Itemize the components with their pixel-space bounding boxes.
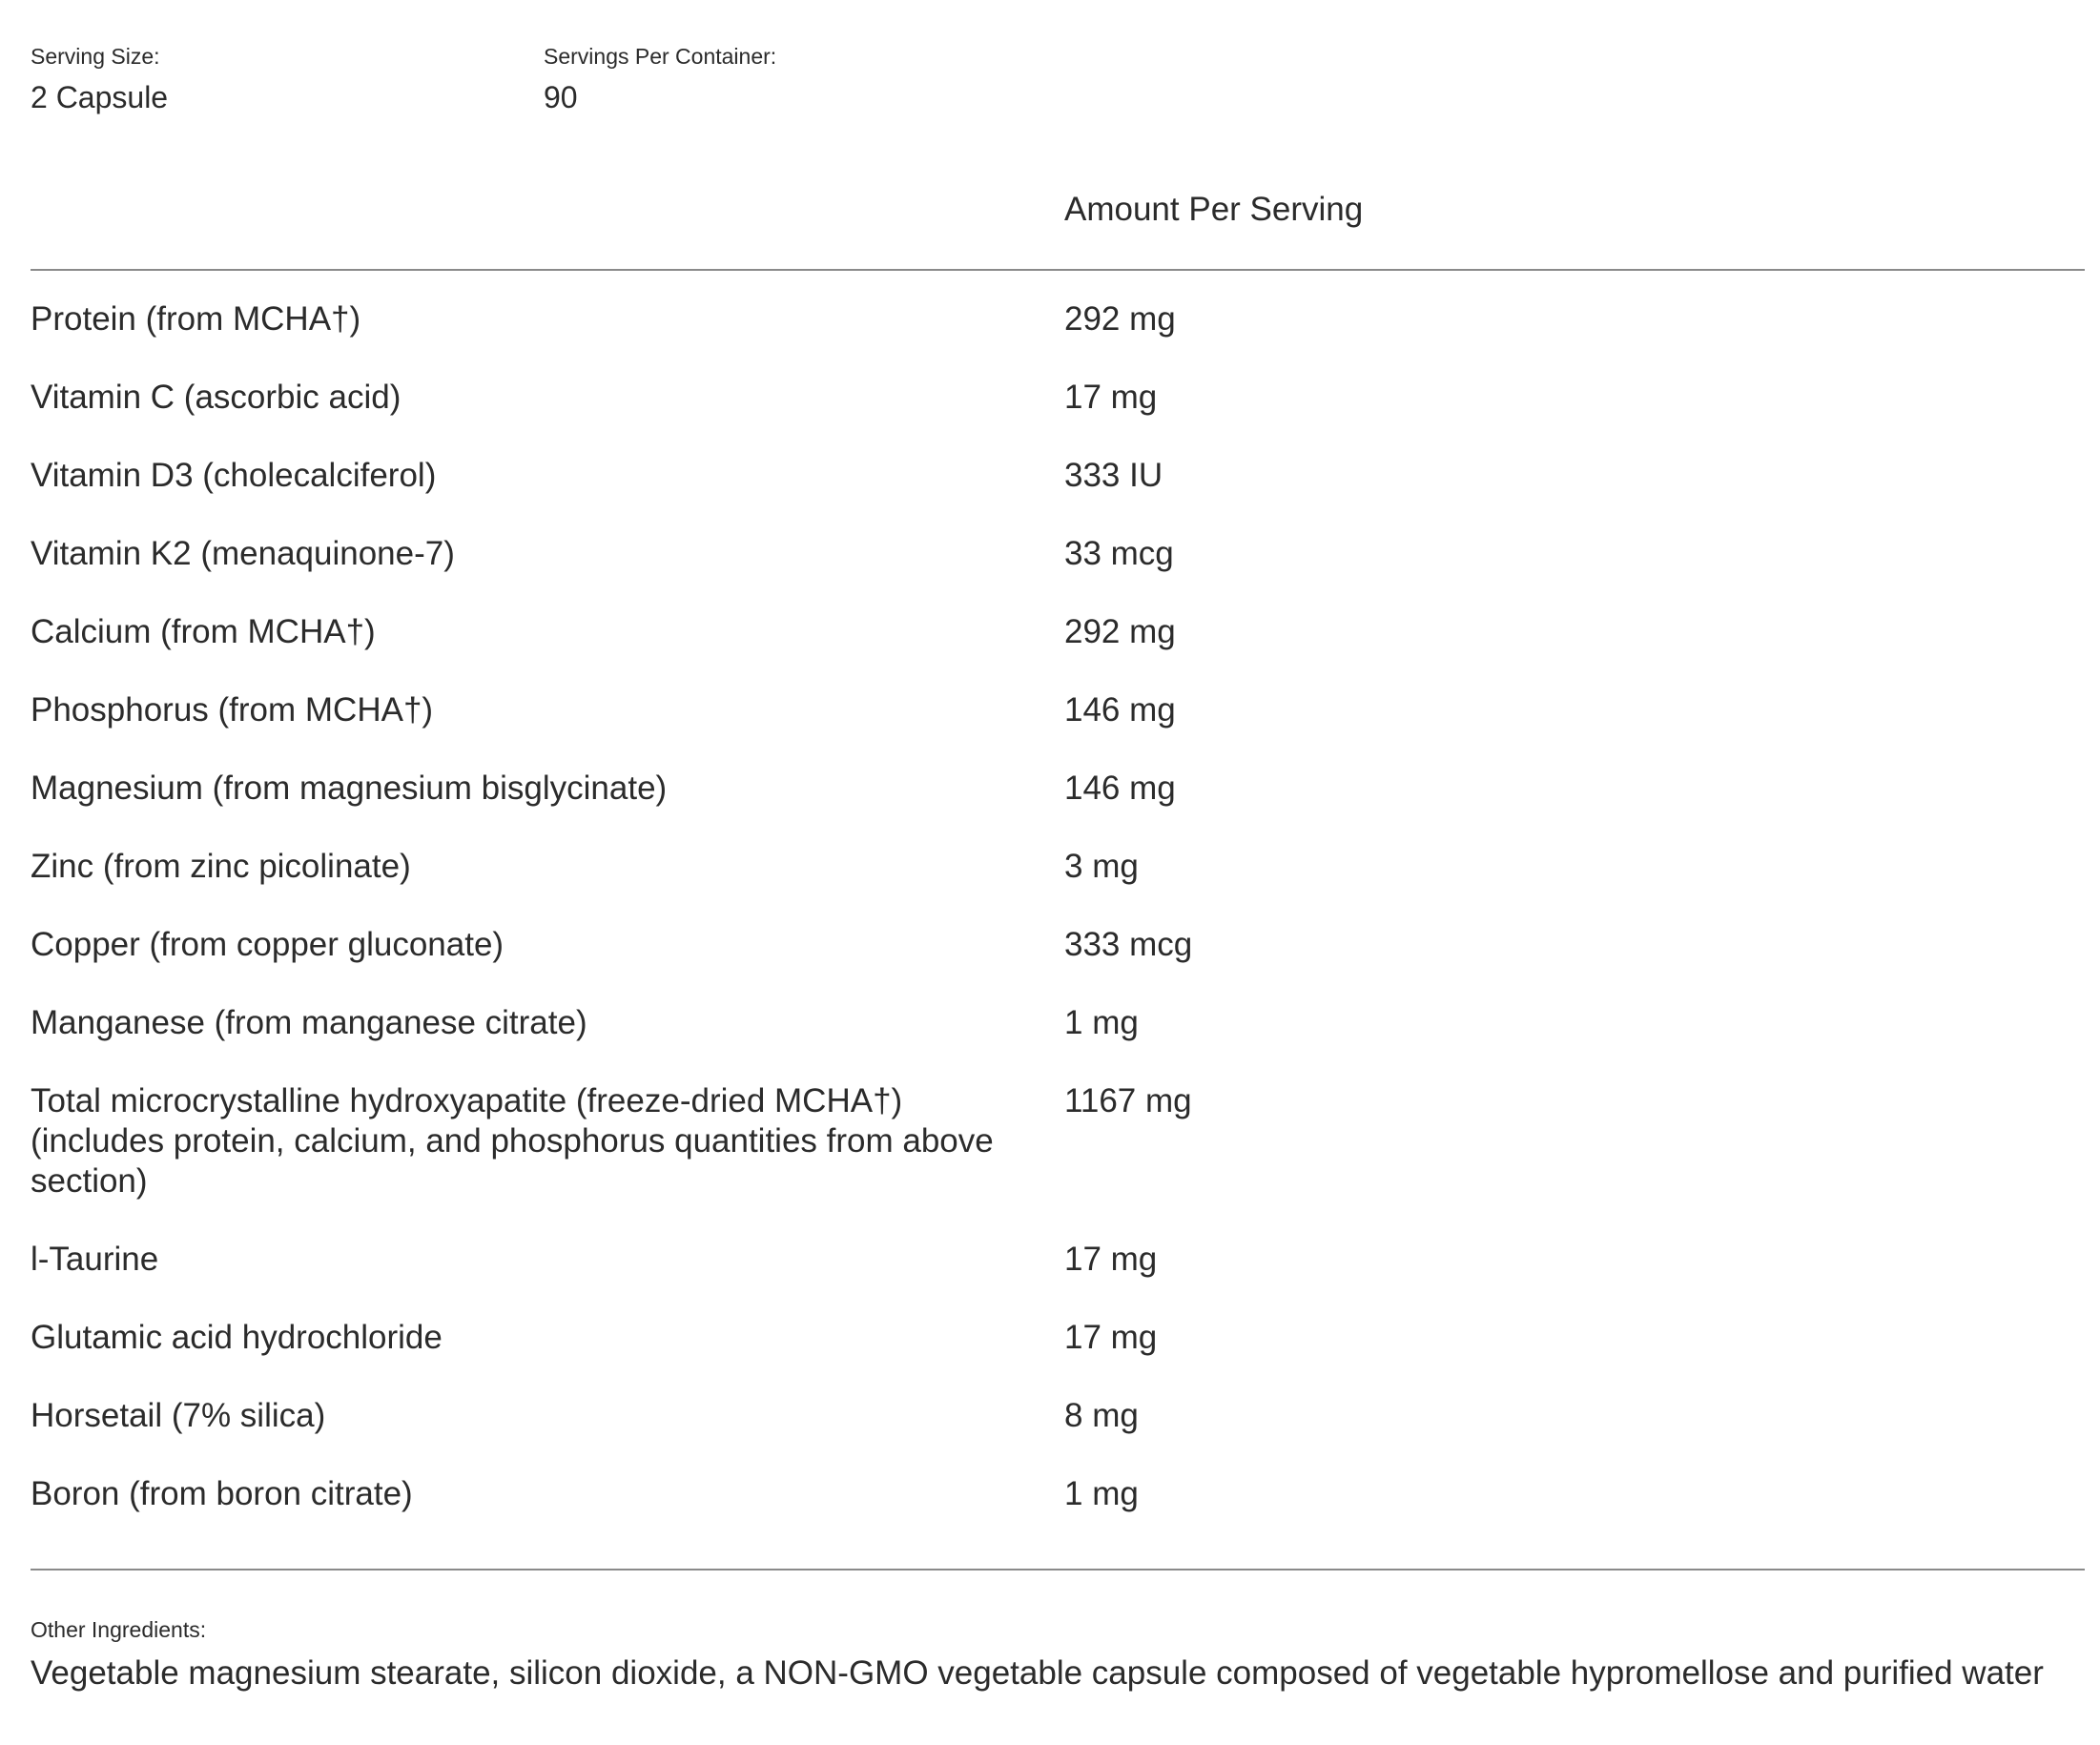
table-row [31, 299, 2085, 378]
serving-size [31, 42, 168, 116]
table-row [31, 925, 2085, 1003]
servings-per-container-value: 90 [544, 80, 578, 114]
nutrient-amount: 17 mg [1064, 1319, 1158, 1356]
nutrient-name: Vitamin K2 (menaquinone-7) [31, 535, 455, 572]
table-row [31, 612, 2085, 690]
serving-size-value: 2 Capsule [31, 80, 169, 114]
nutrient-name: Calcium (from MCHA†) [31, 613, 376, 650]
nutrient-name: Vitamin D3 (cholecalciferol) [31, 457, 437, 494]
table-row [31, 1081, 2085, 1240]
servings-per-container [544, 42, 776, 116]
nutrient-amount: 292 mg [1064, 613, 1176, 650]
table-row [31, 456, 2085, 534]
nutrient-amount: 146 mg [1064, 691, 1176, 729]
serving-size-label: Serving Size: [31, 44, 160, 69]
table-row [31, 1240, 2085, 1318]
nutrient-name: Horsetail (7% silica) [31, 1397, 326, 1434]
nutrient-amount: 1167 mg [1064, 1082, 1192, 1119]
nutrient-amount: 1 mg [1064, 1475, 1139, 1512]
nutrient-amount: 17 mg [1064, 379, 1158, 416]
nutrient-name: Copper (from copper gluconate) [31, 926, 504, 963]
nutrient-name: Protein (from MCHA†) [31, 300, 361, 338]
nutrient-table [31, 299, 2085, 1552]
nutrient-name: Glutamic acid hydrochloride [31, 1319, 443, 1356]
nutrient-amount: 33 mcg [1064, 535, 1174, 572]
table-row [31, 1474, 2085, 1552]
amount-per-serving-header: Amount Per Serving [1064, 191, 1364, 228]
table-bottom-divider [31, 1569, 2085, 1570]
table-row [31, 1318, 2085, 1396]
table-row [31, 1003, 2085, 1081]
nutrient-name: Phosphorus (from MCHA†) [31, 691, 434, 729]
table-row [31, 1396, 2085, 1474]
nutrient-amount: 292 mg [1064, 300, 1176, 338]
table-row [31, 378, 2085, 456]
other-ingredients-label: Other Ingredients: [31, 1617, 207, 1642]
table-row [31, 690, 2085, 769]
nutrient-name: Vitamin C (ascorbic acid) [31, 379, 401, 416]
nutrient-name: Magnesium (from magnesium bisglycinate) [31, 770, 668, 807]
nutrient-name: l-Taurine [31, 1241, 159, 1278]
nutrient-name: Manganese (from manganese citrate) [31, 1004, 587, 1041]
other-ingredients-value: Vegetable magnesium stearate, silicon dioxide, a NON-GMO vegetable capsule composed of vegetable hypromellose and purified water [31, 1654, 2044, 1692]
nutrient-amount: 17 mg [1064, 1241, 1158, 1278]
table-row [31, 847, 2085, 925]
nutrient-name: Total microcrystalline hydroxyapatite (freeze-dried MCHA†) (includes protein, calcium, and phosphorus quantities from above section) [31, 1082, 994, 1200]
other-ingredients [31, 1615, 2085, 1694]
nutrient-amount: 1 mg [1064, 1004, 1139, 1041]
nutrient-name: Boron (from boron citrate) [31, 1475, 413, 1512]
nutrient-amount: 333 IU [1064, 457, 1163, 494]
table-row [31, 769, 2085, 847]
nutrient-amount: 146 mg [1064, 770, 1176, 807]
nutrient-amount: 8 mg [1064, 1397, 1139, 1434]
nutrient-amount: 3 mg [1064, 848, 1139, 885]
nutrient-amount: 333 mcg [1064, 926, 1193, 963]
nutrient-name: Zinc (from zinc picolinate) [31, 848, 411, 885]
serving-info [31, 42, 1175, 118]
table-top-divider [31, 269, 2085, 271]
servings-per-container-label: Servings Per Container: [544, 44, 777, 69]
table-row [31, 534, 2085, 612]
